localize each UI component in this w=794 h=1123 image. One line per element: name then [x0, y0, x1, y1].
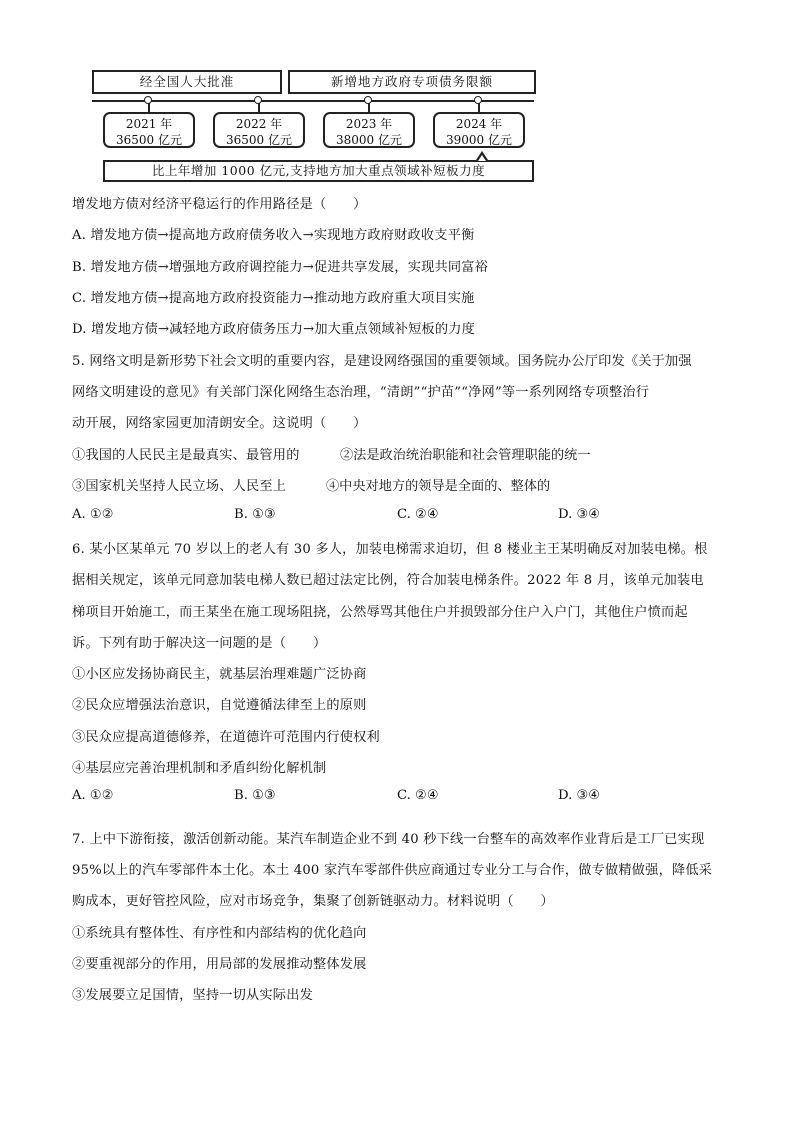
q4-option-d: D. 增发地方债→减轻地方政府债务压力→加大重点领域补短板的力度: [72, 322, 476, 337]
q5-item-2: ②法是政治统治职能和社会管理职能的统一: [340, 448, 591, 463]
timeline-dot: [474, 96, 482, 104]
q5-stem-line: 5. 网络文明是新形势下社会文明的重要内容，是建设网络强国的重要领域。国务院办公厅印发《关于加强: [72, 354, 692, 369]
q6-choice-c: C. ②④: [397, 788, 439, 803]
q6-stem-line: 据相关规定，该单元同意加装电梯人数已超过法定比例，符合加装电梯条件。2022 年 8 月，该单元加装电: [72, 573, 704, 588]
q6-item-2: ②民众应增强法治意识，自觉遵循法律至上的原则: [72, 698, 367, 713]
q4-stem: 增发地方债对经济平稳运行的作用路径是（ ）: [72, 197, 367, 212]
q5-choice-b: B. ①③: [234, 507, 276, 522]
q7-stem-line: 购成本，更好管控风险，应对市场竞争，集聚了创新链驱动力。材料说明（ ）: [72, 894, 554, 909]
q7-stem-line: 95%以上的汽车零部件本土化。本土 400 家汽车零部件供应商通过专业分工与合作，做专做精做强，降低采: [72, 863, 713, 878]
q5-stem-line: 网络文明建设的意见》有关部门深化网络生态治理，“清朗”“护苗”“净网”等一系列网络专项整治行: [72, 385, 650, 400]
q6-choice-d: D. ③④: [558, 788, 601, 803]
approval-header: 经全国人大批准: [92, 70, 282, 94]
q6-item-3: ③民众应提高道德修养，在道德许可范围内行使权利: [72, 730, 380, 745]
q6-choice-a: A. ①②: [72, 788, 114, 803]
year-box-2022: 2022 年 36500 亿元: [213, 112, 305, 148]
q5-choice-d: D. ③④: [558, 507, 601, 522]
q6-item-1: ①小区应发扬协商民主，就基层治理难题广泛协商: [72, 667, 367, 682]
q7-item-2: ②要重视部分的作用，用局部的发展推动整体发展: [72, 957, 367, 972]
q6-choice-b: B. ①③: [234, 788, 276, 803]
year-box-2023: 2023 年 38000 亿元: [323, 112, 415, 148]
q6-stem-line: 诉。下列有助于解决这一问题的是（ ）: [72, 636, 327, 651]
q7-stem-line: 7. 上中下游衔接，激活创新动能。某汽车制造企业不到 40 秒下线一台整车的高效率作业背后是工厂已实现: [72, 832, 705, 847]
q4-option-c: C. 增发地方债→提高地方政府投资能力→推动地方政府重大项目实施: [72, 291, 475, 306]
q5-item-3: ③国家机关坚持人民立场、人民至上: [72, 479, 287, 494]
q4-option-b: B. 增发地方债→增强地方政府调控能力→促进共享发展，实现共同富裕: [72, 260, 489, 275]
timeline-dot: [144, 96, 152, 104]
q6-stem-line: 6. 某小区某单元 70 岁以上的老人有 30 多人，加装电梯需求迫切，但 8 楼业主王某明确反对加装电梯。根: [72, 542, 708, 557]
q5-choice-c: C. ②④: [397, 507, 439, 522]
year-box-2024: 2024 年 39000 亿元: [433, 112, 525, 148]
year-box-2021: 2021 年 36500 亿元: [103, 112, 195, 148]
quota-header: 新增地方政府专项债务限额: [288, 70, 536, 94]
timeline-rail: [92, 100, 534, 102]
q6-item-4: ④基层应完善治理机制和矛盾纠纷化解机制: [72, 761, 327, 776]
q4-option-a: A. 增发地方债→提高地方政府债务收入→实现地方政府财政收支平衡: [72, 228, 475, 243]
timeline-dot: [254, 96, 262, 104]
q5-item-4: ④中央对地方的领导是全面的、整体的: [326, 479, 551, 494]
q5-choice-a: A. ①②: [72, 507, 114, 522]
q7-item-3: ③发展要立足国情，坚持一切从实际出发: [72, 988, 313, 1003]
q5-item-1: ①我国的人民民主是最真实、最管用的: [72, 448, 300, 463]
q7-item-1: ①系统具有整体性、有序性和内部结构的优化趋向: [72, 926, 367, 941]
q6-stem-line: 梯项目开始施工，而王某坐在施工现场阻挠，公然辱骂其他住户并损毁部分住户入户门，其他住户愤而起: [72, 605, 688, 620]
increase-note: 比上年增加 1000 亿元,支持地方加大重点领域补短板力度: [103, 160, 534, 182]
timeline-dot: [364, 96, 372, 104]
q5-stem-line: 动开展，网络家园更加清朗安全。这说明（ ）: [72, 416, 367, 431]
